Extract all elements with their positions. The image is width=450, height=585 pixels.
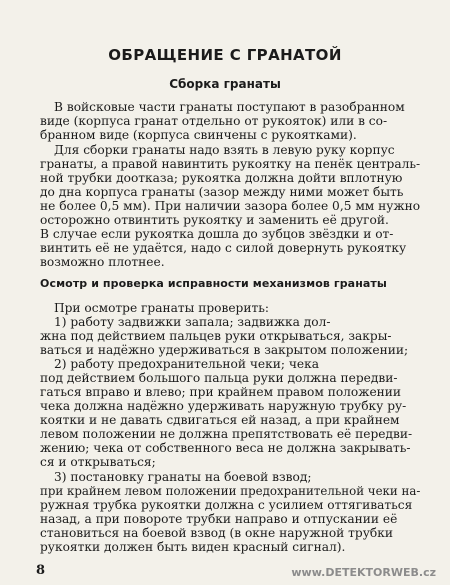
text-line: становиться на боевой взвод (в окне наружной трубки: [40, 526, 393, 540]
text-line: коятки и не давать сдвигаться ей назад, а при крайнем: [40, 413, 400, 427]
text-line: Для сборки гранаты надо взять в левую руку корпус: [54, 143, 395, 157]
text-line: В войсковые части гранаты поступают в разобранном: [54, 100, 405, 114]
text-line: при крайнем левом положении предохранительной чеки на-: [40, 484, 421, 498]
text-line: возможно плотнее.: [40, 255, 165, 269]
text-line: ружная трубка рукоятки должна с усилием оттягиваться: [40, 498, 413, 512]
text-line: 2) работу предохранительной чеки; чека: [54, 357, 320, 371]
text-line: не более 0,5 мм). При наличии зазора более 0,5 мм нужно: [40, 199, 421, 213]
text-line: назад, а при повороте трубки направо и отпускании её: [40, 512, 398, 526]
text-line: чека должна надёжно удерживать наружную трубку ру-: [40, 399, 407, 413]
page-title: ОБРАЩЕНИЕ С ГРАНАТОЙ: [108, 46, 342, 64]
text-line: жению; чека от собственного веса не должна закрывать-: [40, 441, 411, 455]
text-line: 3) постановку гранаты на боевой взвод;: [54, 470, 312, 484]
text-line: под действием большого пальца руки должна передви-: [40, 371, 398, 385]
text-line: осторожно отвинтить рукоятку и заменить её другой.: [40, 213, 389, 227]
watermark: www.DETEKTORWEB.cz: [291, 566, 436, 579]
section-subtitle: Сборка гранаты: [169, 77, 281, 91]
text-line: ной трубки доотказа; рукоятка должна дойти вплотную: [40, 171, 403, 185]
text-line: ваться и надёжно удерживаться в закрытом положении;: [40, 343, 409, 357]
text-line: ся и открываться;: [40, 455, 156, 469]
text-line: винтить её не удаётся, надо с силой довернуть рукоятку: [40, 241, 407, 255]
text-line: 1) работу задвижки запала; задвижка дол-: [54, 315, 331, 329]
text-line: бранном виде (корпуса свинчены с рукоятками).: [40, 128, 357, 142]
text-line: рукоятки должен быть виден красный сигнал).: [40, 540, 346, 554]
text-line: гранаты, а правой навинтить рукоятку на пенёк централь-: [40, 157, 421, 171]
text-line: В случае если рукоятка дошла до зубцов звёздки и от-: [40, 227, 394, 241]
text-line: гаться вправо и влево; при крайнем правом положении: [40, 385, 402, 399]
section-heading: Осмотр и проверка исправности механизмов гранаты: [40, 277, 387, 290]
text-line: жна под действием пальцев руки открываться, закры-: [40, 329, 392, 343]
text-line: до дна корпуса гранаты (зазор между ними может быть: [40, 185, 404, 199]
text-line: виде (корпуса гранат отдельно от рукояток) или в со-: [40, 114, 388, 128]
text-line: При осмотре гранаты проверить:: [54, 301, 269, 315]
text-line: левом положении не должна препятствовать её передви-: [40, 427, 413, 441]
page-number: 8: [36, 563, 46, 578]
